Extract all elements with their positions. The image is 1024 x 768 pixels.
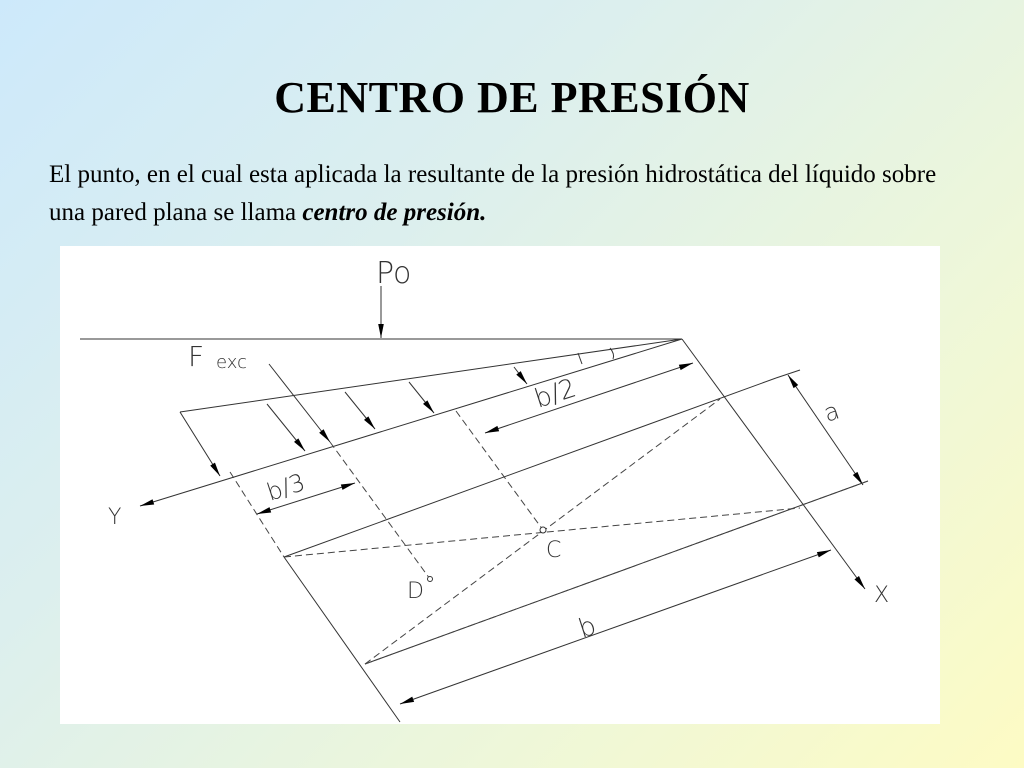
dimension-a	[788, 375, 863, 485]
label-y-axis: Y	[108, 505, 122, 530]
label-x-axis: X	[874, 583, 890, 608]
point-d	[428, 577, 433, 582]
label-fexc-sub: exc	[216, 352, 247, 373]
label-b2: b/2	[530, 373, 580, 415]
label-p0: Po	[376, 256, 412, 291]
description-term: centro de presión.	[302, 199, 487, 226]
label-d: D	[407, 579, 424, 604]
slide-title: CENTRO DE PRESIÓN	[274, 73, 750, 122]
dimension-b2	[485, 363, 693, 433]
x-axis-line	[682, 339, 865, 589]
dashed-lower-diagonal	[365, 481, 868, 664]
label-b: b	[574, 611, 600, 645]
pressure-arrow	[267, 404, 305, 451]
center-c-point	[540, 527, 546, 533]
pressure-arrow	[409, 382, 434, 413]
angle-tick	[578, 353, 582, 364]
slide-description	[49, 156, 949, 232]
pressure-arrow	[345, 392, 375, 429]
dashed-b3-projection	[330, 442, 430, 579]
label-b3: b/3	[263, 468, 309, 507]
dashed-b2-projection	[456, 411, 543, 530]
pressure-arrow	[514, 367, 527, 384]
label-a: a	[820, 396, 843, 428]
pressure-center-diagram	[60, 246, 940, 724]
label-c: C	[546, 538, 562, 563]
fexc-arrow	[269, 364, 330, 442]
plate-top-dimension-ext	[776, 370, 800, 378]
description-text: El punto, en el cual esta aplicada la resultante de la presión hidrostática del líquido sobre una pared plana se llama	[49, 161, 937, 226]
pressure-envelope-line	[180, 339, 682, 415]
plate-left-edge	[284, 557, 400, 722]
label-fexc: F	[188, 340, 205, 373]
plate-top-edge	[284, 378, 776, 557]
pressure-arrow	[180, 412, 220, 476]
